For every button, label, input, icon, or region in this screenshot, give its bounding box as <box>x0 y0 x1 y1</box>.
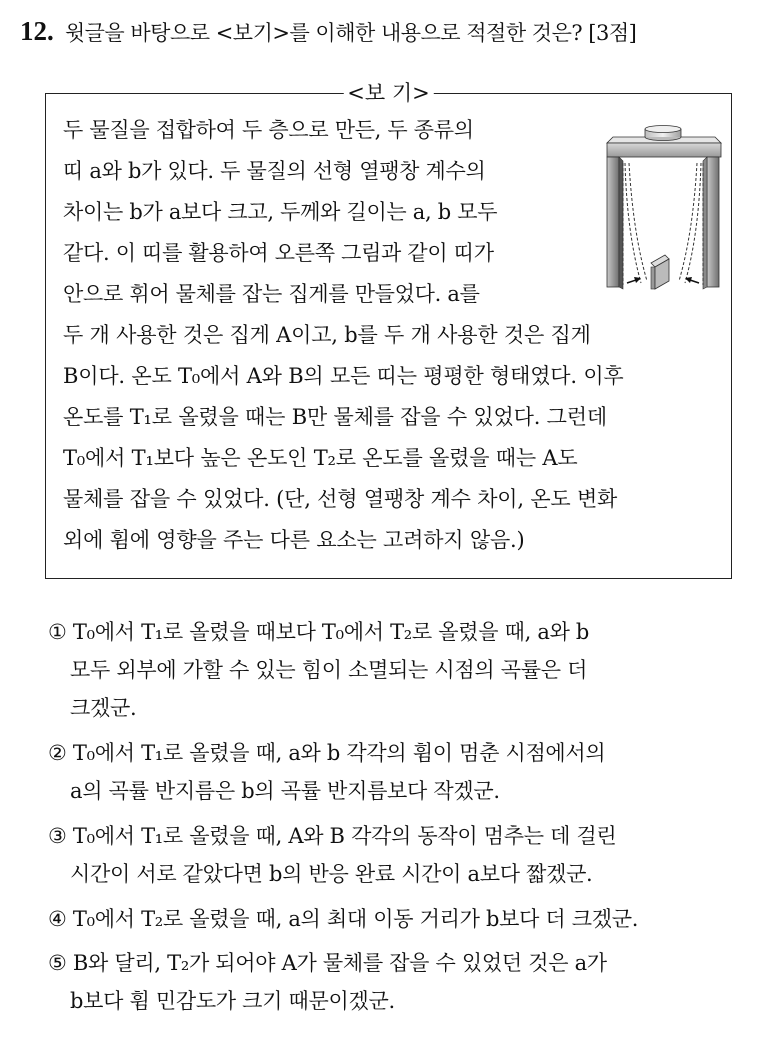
bogi-line: 차이는 b가 a보다 크고, 두께와 길이는 a, b 모두 <box>63 200 498 224</box>
option-3-cont: 시간이 서로 같았다면 b의 반응 완료 시간이 a보다 짧겠군. <box>70 862 593 886</box>
bogi-line: 온도를 T₁로 올렸을 때는 B만 물체를 잡을 수 있었다. 그런데 <box>63 405 607 429</box>
option-3[interactable]: ③ T₀에서 T₁로 올렸을 때, A와 B 각각의 동작이 멈추는 데 걸린 <box>48 824 617 848</box>
option-4[interactable]: ④ T₀에서 T₂로 올렸을 때, a의 최대 이동 거리가 b보다 더 크겠군. <box>48 907 639 931</box>
question-header <box>20 16 636 56</box>
bogi-line: 두 물질을 접합하여 두 층으로 만든, 두 종류의 <box>63 118 474 142</box>
option-1[interactable]: ① T₀에서 T₁로 올렸을 때보다 T₀에서 T₂로 올렸을 때, a와 b <box>48 620 590 644</box>
bogi-line: T₀에서 T₁보다 높은 온도인 T₂로 온도를 올렸을 때는 A도 <box>63 446 578 470</box>
gripper-figure <box>603 123 725 293</box>
option-1-cont: 모두 외부에 가할 수 있는 힘이 소멸되는 시점의 곡률은 더 <box>70 658 588 682</box>
bogi-line: 외에 휨에 영향을 주는 다른 요소는 고려하지 않음.) <box>63 528 525 552</box>
bogi-line: 물체를 잡을 수 있었다. (단, 선형 열팽창 계수 차이, 온도 변화 <box>63 487 618 511</box>
option-1-cont: 크겠군. <box>70 696 137 720</box>
question-number: 12. <box>20 16 54 46</box>
bogi-line: 두 개 사용한 것은 집게 A이고, b를 두 개 사용한 것은 집게 <box>63 323 591 347</box>
bogi-line: B이다. 온도 T₀에서 A와 B의 모든 띠는 평평한 형태였다. 이후 <box>63 364 624 388</box>
option-5-cont: b보다 휨 민감도가 크기 때문이겠군. <box>70 989 395 1013</box>
option-2-cont: a의 곡률 반지름은 b의 곡률 반지름보다 작겠군. <box>70 779 500 803</box>
option-2[interactable]: ② T₀에서 T₁로 올렸을 때, a와 b 각각의 휨이 멈춘 시점에서의 <box>48 741 606 765</box>
bogi-title: <보 기> <box>343 79 433 107</box>
option-5[interactable]: ⑤ B와 달리, T₂가 되어야 A가 물체를 잡을 수 있었던 것은 a가 <box>48 951 607 975</box>
question-stem: 윗글을 바탕으로 <보기>를 이해한 내용으로 적절한 것은? [3점] <box>64 21 637 45</box>
bogi-line: 같다. 이 띠를 활용하여 오른쪽 그림과 같이 띠가 <box>63 241 494 265</box>
bogi-line: 띠 a와 b가 있다. 두 물질의 선형 열팽창 계수의 <box>63 159 486 183</box>
bogi-line: 안으로 휘어 물체를 잡는 집게를 만들었다. a를 <box>63 282 480 306</box>
